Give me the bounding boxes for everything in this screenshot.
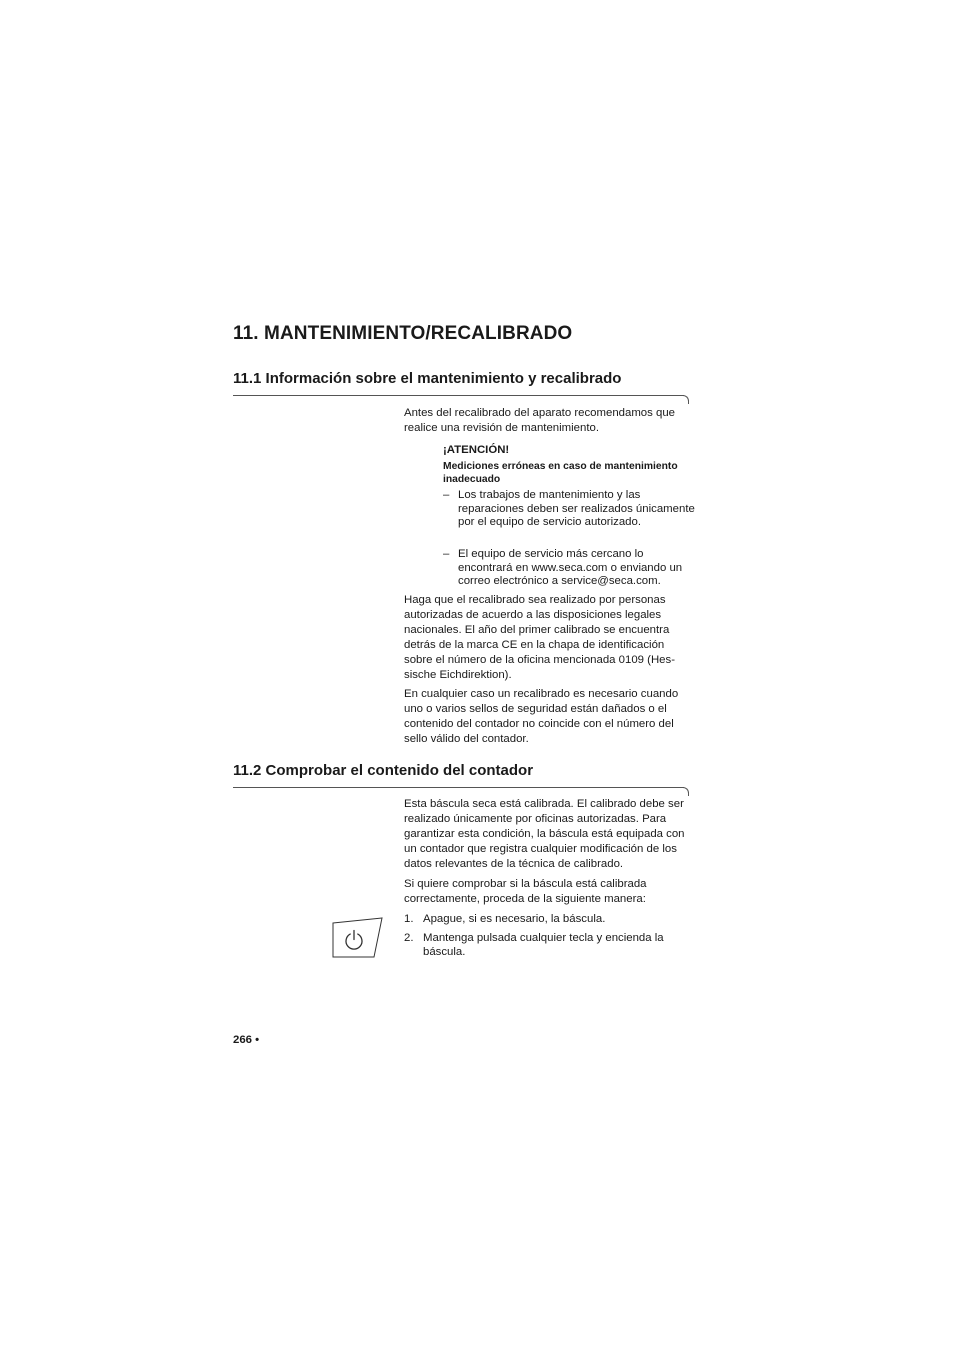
warning-subheading: Mediciones erróneas en caso de mantenimiento inadecuado: [443, 461, 678, 485]
warning-list-item: [443, 548, 698, 590]
intro-paragraph: Antes del recalibrado del aparato recomendamos que realice una revisión de mantenimiento.: [404, 407, 676, 435]
step-text: Apague, si es necesario, la báscula.: [423, 913, 606, 925]
page-number: 266 •: [233, 1034, 260, 1046]
step-number: 2.: [404, 932, 414, 944]
step-text: Mantenga pulsada cualquier tecla y encienda la báscula.: [423, 932, 664, 959]
dash-marker: –: [443, 548, 450, 560]
dash-marker: –: [443, 489, 450, 501]
warning-list-item: [443, 489, 698, 545]
check-intro-paragraph: Si quiere comprobar si la báscula está calibrada correctamente, proceda de la siguiente manera:: [404, 878, 647, 906]
warning-item-text: Los trabajos de mantenimiento y las reparaciones deben ser realizados únicamente por el equipo de servicio autorizado.: [458, 489, 695, 529]
seal-paragraph: En cualquier caso un recalibrado es necesario cuando uno o varios sellos de seguridad están dañados o el contenido del contador no coincide con el número del sello válido del contador.: [404, 688, 679, 746]
warning-item-text: El equipo de servicio más cercano lo encontrará en www.seca.com o enviando un correo electrónico a service@seca.com.: [458, 548, 683, 588]
section-title-11-2: 11.2 Comprobar el contenido del contador: [233, 762, 534, 779]
section-divider-11-2: [233, 787, 684, 788]
calibration-paragraph: Esta báscula seca está calibrada. El calibrado debe ser realizado únicamente por oficinas autorizadas. Para garantizar esta condición, la báscula está equipada con un contador que registra cualquier modificación de los datos relevantes de la técnica de calibrado.: [404, 798, 685, 871]
section-divider-11-1: [233, 395, 684, 396]
warning-heading: ¡ATENCIÓN!: [443, 444, 510, 456]
step-number: 1.: [404, 913, 414, 925]
step-item: [404, 912, 694, 928]
power-key-icon: [332, 917, 384, 959]
recalibration-paragraph: Haga que el recalibrado sea realizado por personas autorizadas de acuerdo a las disposiciones legales nacionales. El año del primer calibrado se encuentra detrás de la marca CE en la chapa de identificación sobre el número de la oficina mencionada 0109 (Hes-sische Eichdirektion).: [404, 594, 676, 682]
section-title-11-1: 11.1 Información sobre el mantenimiento y recalibrado: [233, 370, 622, 387]
chapter-title: 11. MANTENIMIENTO/RECALIBRADO: [233, 323, 573, 344]
step-item: [404, 931, 694, 961]
